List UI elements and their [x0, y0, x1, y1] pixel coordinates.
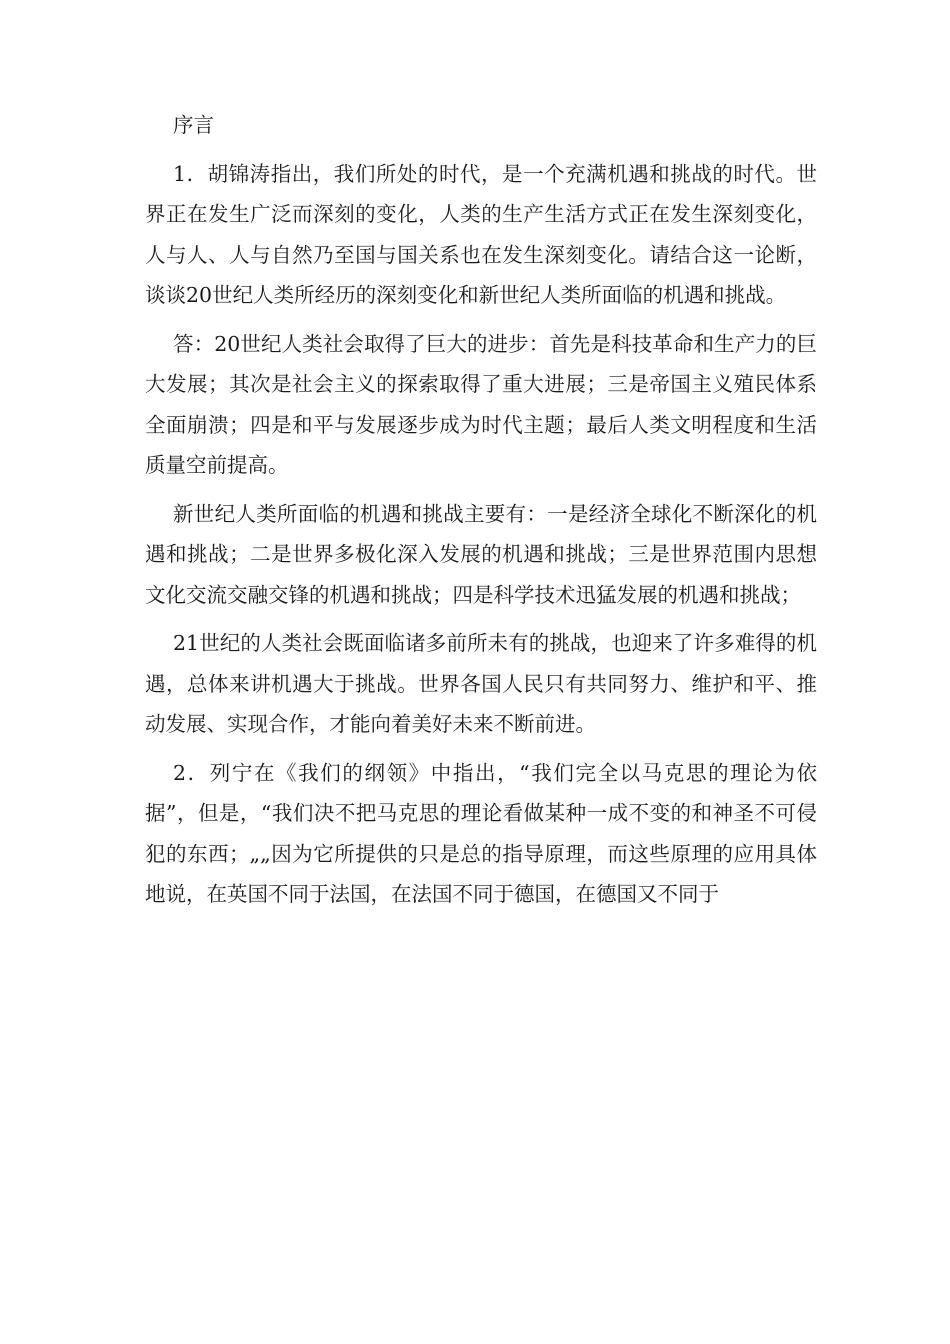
- document-body: [145, 105, 817, 923]
- paragraph-question-1: 1．胡锦涛指出，我们所处的时代，是一个充满机遇和挑战的时代。世界正在发生广泛而深刻的变化，人类的生产生活方式正在发生深刻变化，人与人、人与自然乃至国与国关系也在发生深刻变化。请结合这一论断，谈谈20世纪人类所经历的深刻变化和新世纪人类所面临的机遇和挑战。: [145, 161, 817, 307]
- paragraph-answer-challenges: 新世纪人类所面临的机遇和挑战主要有：一是经济全球化不断深化的机遇和挑战；二是世界多极化深入发展的机遇和挑战；三是世界范围内思想文化交流交融交锋的机遇和挑战；四是科学技术迅猛发展的机遇和挑战；: [145, 501, 817, 607]
- paragraph-question-2: 2．列宁在《我们的纲领》中指出，“我们完全以马克思的理论为依据”，但是，“我们决不把马克思的理论看做某种一成不变的和神圣不可侵犯的东西；„„因为它所提供的只是总的指导原理，而这些原理的应用具体地说，在英国不同于法国，在法国不同于德国，在德国又不同于: [145, 760, 817, 906]
- paragraph-answer-progress: 答：20世纪人类社会取得了巨大的进步：首先是科技革命和生产力的巨大发展；其次是社会主义的探索取得了重大进展；三是帝国主义殖民体系全面崩溃；四是和平与发展逐步成为时代主题；最后人类文明程度和生活质量空前提高。: [145, 331, 817, 477]
- section-heading: 序言: [173, 113, 214, 137]
- paragraph-answer-conclusion: 21世纪的人类社会既面临诸多前所未有的挑战，也迎来了许多难得的机遇，总体来讲机遇大于挑战。世界各国人民只有共同努力、维护和平、推动发展、实现合作，才能向着美好未来不断前进。: [145, 631, 817, 736]
